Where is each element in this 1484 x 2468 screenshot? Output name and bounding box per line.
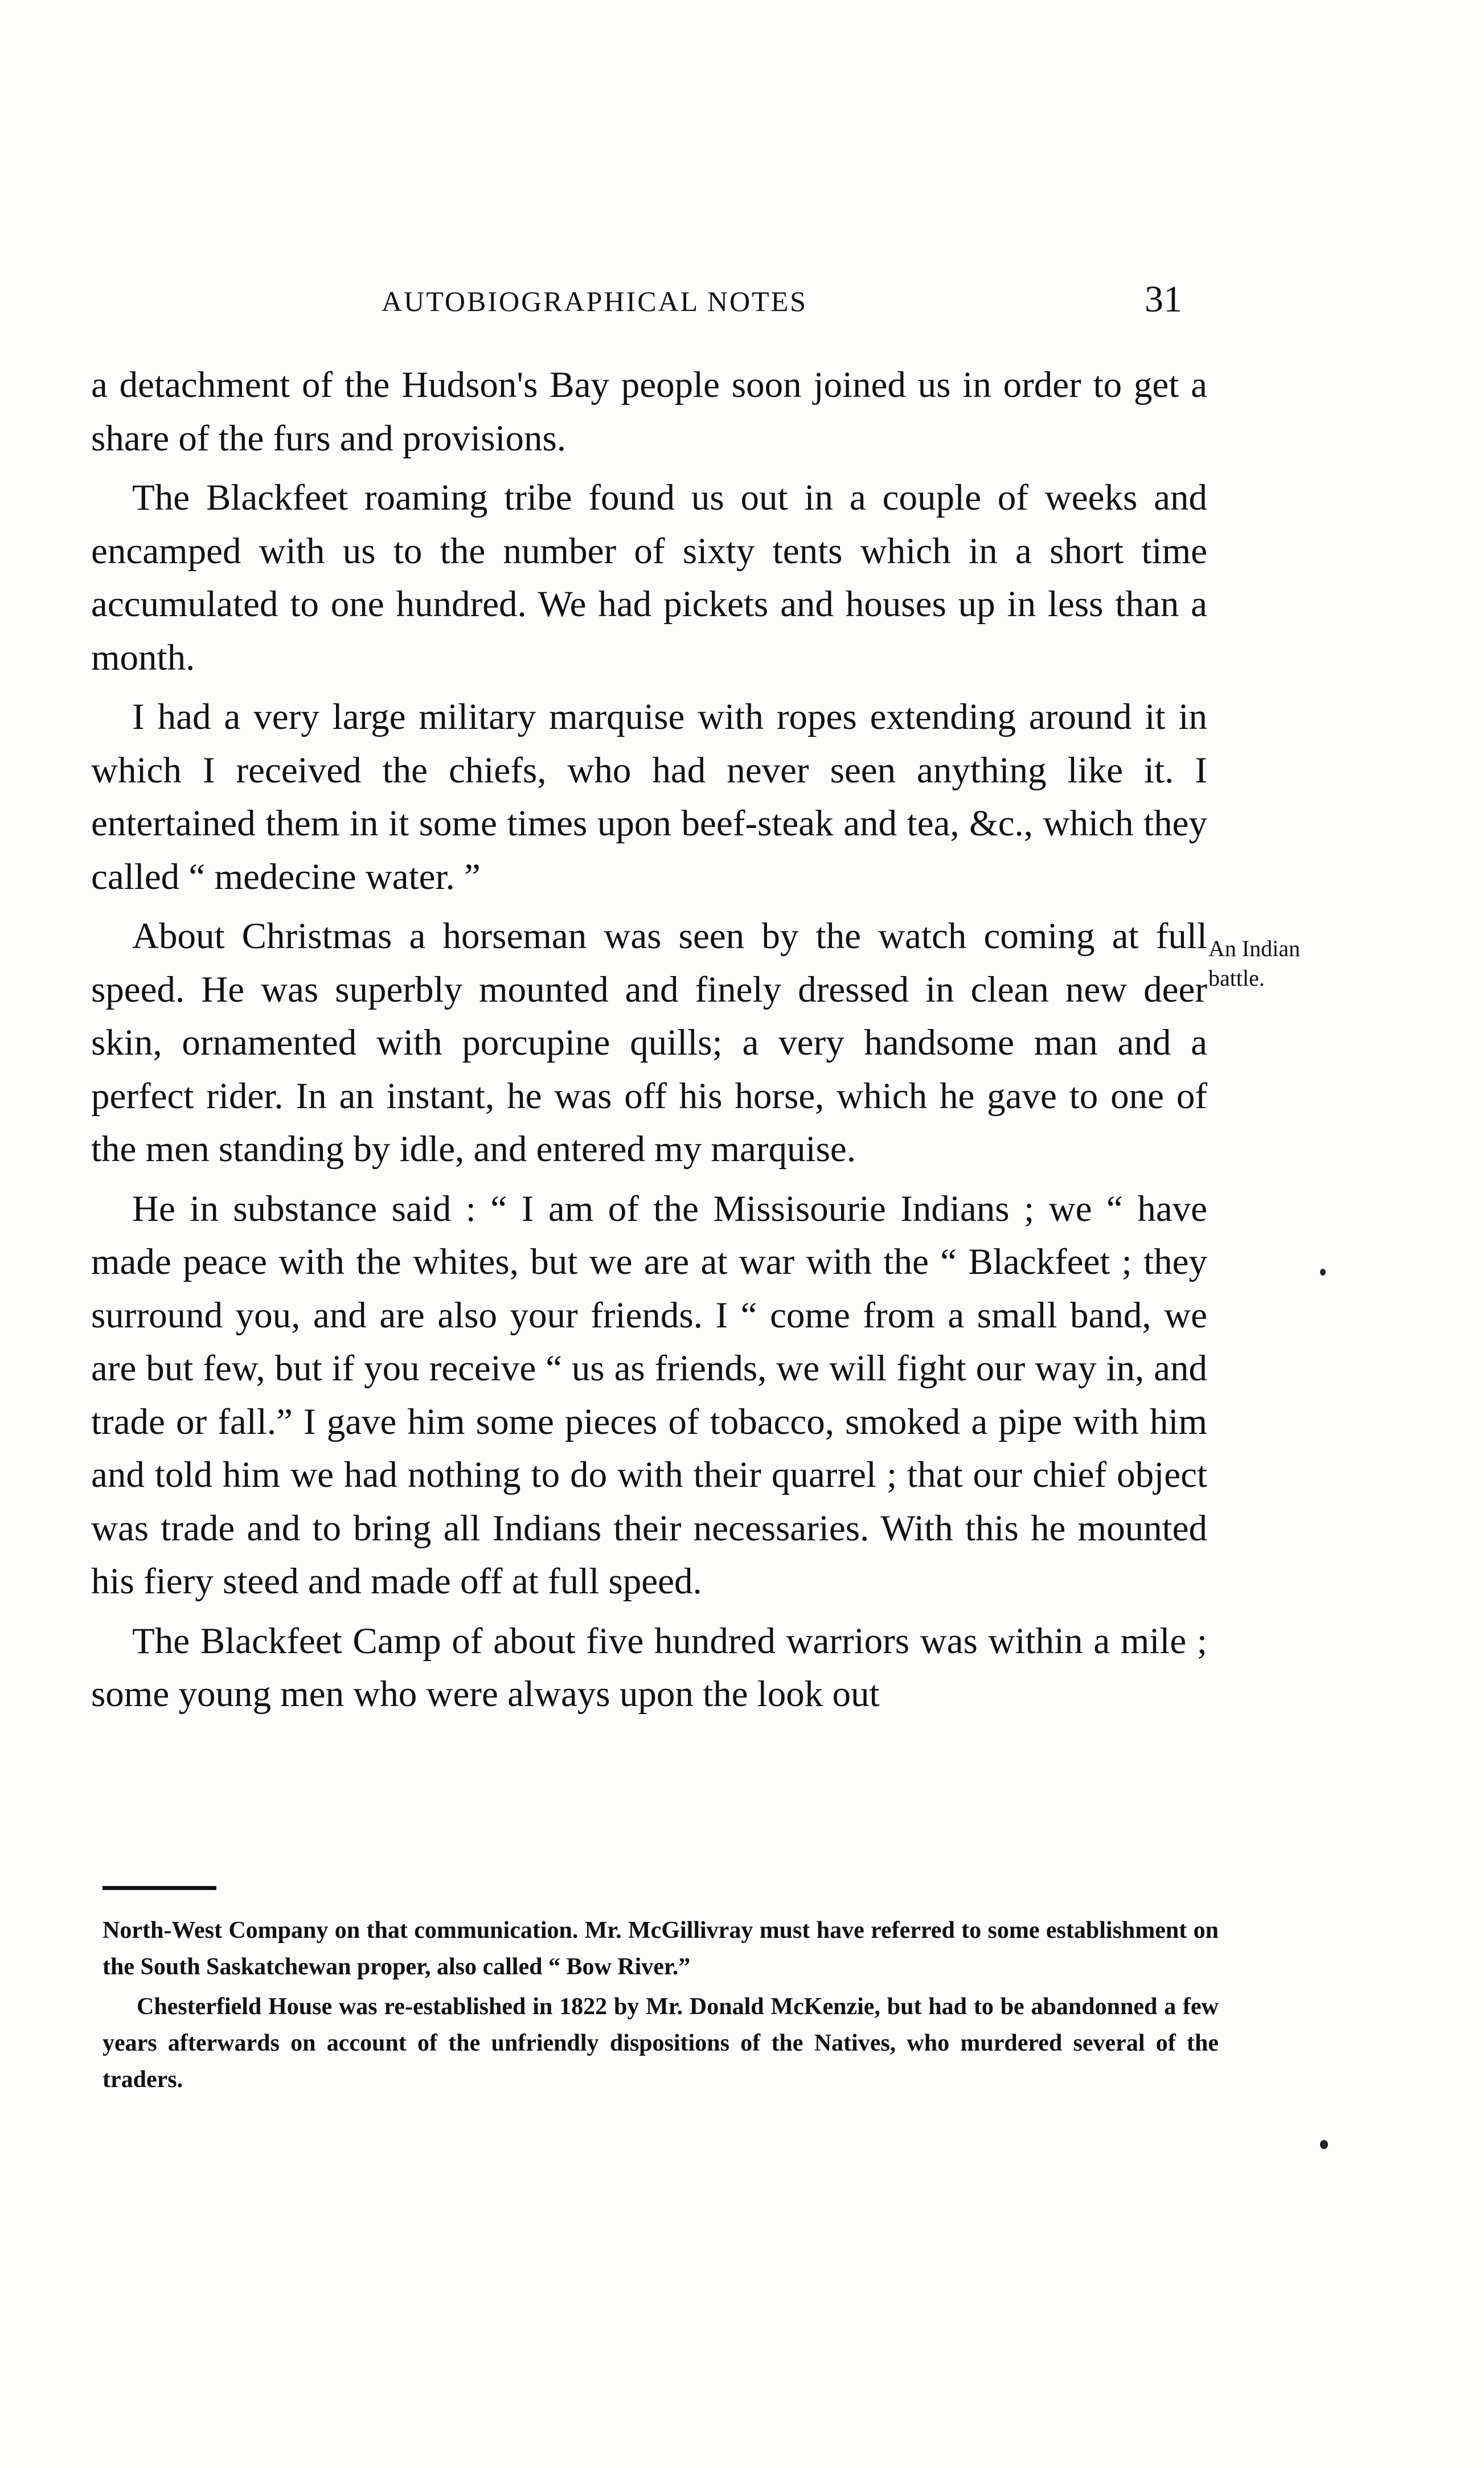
- footnotes: [103, 1912, 1219, 2101]
- paragraph: About Christmas a horseman was seen by the watch coming at full speed. He was superbly mounted and finely dressed in clean new deer skin, ornamented with porcupine quills; a very handsome man and a perfect rider. In an instant, he was off his horse, which he gave to one of the men standing by idle, and entered my marquise.: [91, 916, 1207, 1170]
- page-number: 31: [1145, 278, 1182, 320]
- ink-speck: [1320, 1269, 1326, 1276]
- paragraph: The Blackfeet Camp of about five hundred warriors was within a mile ; some young men who were always upon the look out: [91, 1620, 1207, 1715]
- paragraph: The Blackfeet roaming tribe found us out in a couple of weeks and encamped with us to the number of sixty tents which in a short time accumulated to one hundred. We had pickets and houses up in less than a month.: [91, 477, 1207, 678]
- footnote-divider: [103, 1886, 216, 1890]
- paragraph: He in substance said : “ I am of the Missisourie Indians ; we “ have made peace with the whites, but we are at war with the “ Blackfeet ; they surround you, and are also your friends. I “ come from a small band, we are but few, but if you receive “ us as friends, we will fight our way in, and trade or fall.” I gave him some pieces of tobacco, smoked a pipe with him and told him we had nothing to do with their quarrel ; that our chief object was trade and to bring all Indians their necessaries. With this he mounted his fiery steed and made off at full speed.: [91, 1188, 1207, 1602]
- paragraph: a detachment of the Hudson's Bay people soon joined us in order to get a share of the furs and provisions.: [91, 364, 1207, 459]
- footnote: North-West Company on that communication. Mr. McGillivray must have referred to some establishment on the South Saskatchewan proper, also called “ Bow River.”: [103, 1917, 1219, 1980]
- paragraph: I had a very large military marquise with ropes extending around it in which I received the chiefs, who had never seen anything like it. I entertained them in it some times upon beef-steak and tea, &c., which they called “ medecine water. ”: [91, 696, 1207, 897]
- margin-note: [1208, 934, 1356, 993]
- ink-speck: [1320, 2140, 1328, 2149]
- margin-note-line: battle.: [1208, 965, 1265, 991]
- running-title: AUTOBIOGRAPHICAL NOTES: [382, 285, 807, 317]
- body-text: [91, 359, 1207, 1728]
- footnote: Chesterfield House was re-established in 1822 by Mr. Donald McKenzie, but had to be abandonned a few years afterwards on account of the unfriendly dispositions of the Natives, who murdered several of the traders.: [103, 1994, 1219, 2093]
- margin-note-line: An Indian: [1208, 936, 1301, 961]
